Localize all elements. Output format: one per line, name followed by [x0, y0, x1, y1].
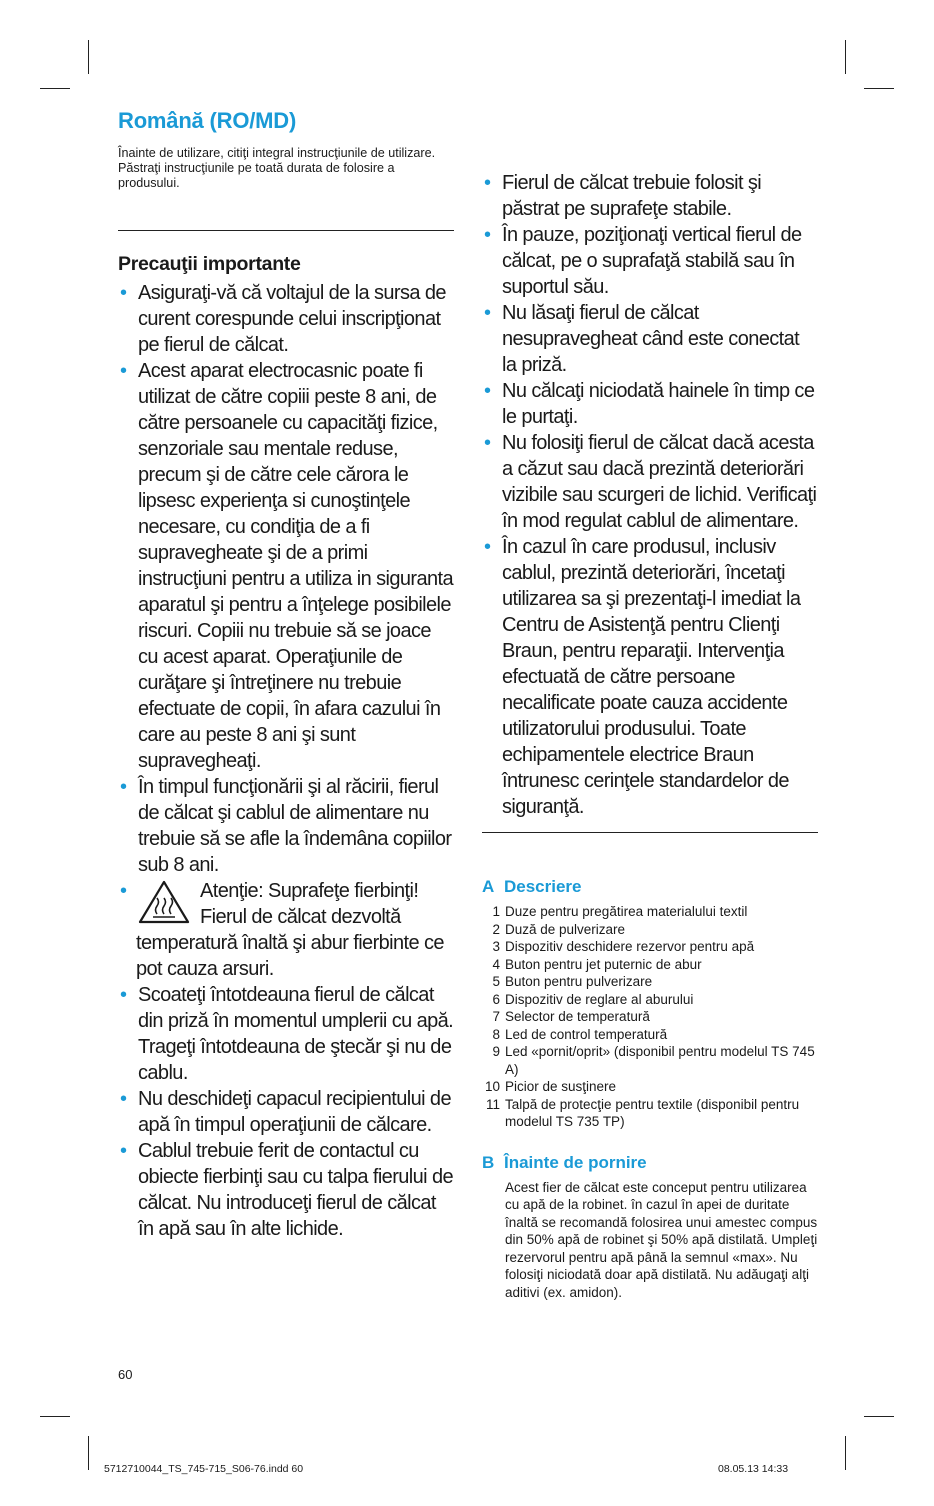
bullet-icon: •: [484, 302, 491, 324]
section-letter: B: [482, 1152, 495, 1172]
list-item: [482, 1026, 818, 1044]
divider: [482, 832, 818, 833]
hot-surface-warning-icon: [138, 880, 190, 924]
section-letter: A: [482, 877, 495, 896]
list-item: [482, 903, 818, 921]
list-item-text: În cazul în care produsul, inclusiv cablul, prezintă deteriorări, încetaţi utilizarea sa şi prezentaţi-l imediat la Centru de Asistenţă pentru Clienţi Braun, pentru reparaţii. Intervenţia efectuată de către persoane necalificate poate cauza accidente utilizatorului produsului. Toate echipamentele electrice Braun întrunesc cerinţele standardelor de siguranţă.: [502, 536, 801, 818]
list-item: [482, 534, 818, 820]
list-item: [118, 774, 454, 878]
item-text: Led «pornit/oprit» (disponibil pentru modelul TS 745 A): [505, 1044, 815, 1077]
list-item: [482, 991, 818, 1009]
crop-mark: [88, 40, 89, 74]
list-item: [118, 1086, 454, 1138]
list-item: [118, 982, 454, 1086]
precautions-list-left: [118, 280, 454, 1242]
list-item-text: Nu folosiţi fierul de călcat dacă acesta a căzut sau dacă prezintă deteriorări vizibile sau scurgeri de lichid. Verificaţi în mod regulat cablul de alimentare.: [502, 432, 817, 532]
warning-line: [138, 878, 454, 930]
precautions-list-right: [482, 170, 818, 820]
list-item: [482, 1043, 818, 1078]
item-number: 2: [492, 921, 500, 937]
crop-mark: [864, 88, 894, 89]
item-number: 4: [492, 956, 500, 972]
list-item: [118, 358, 454, 774]
item-text: Duză de pulverizare: [505, 921, 626, 937]
left-column: [118, 108, 454, 1242]
list-item: [482, 956, 818, 974]
item-number: 1: [492, 904, 500, 919]
list-item-text: Nu călcaţi niciodată hainele în timp ce le purtaţi.: [502, 380, 815, 428]
list-item: [482, 1078, 818, 1096]
list-item: [482, 1008, 818, 1026]
list-item-text: În pauze, poziţionaţi vertical fierul de călcat, pe o suprafaţă stabilă sau în suportul său.: [502, 224, 802, 298]
bullet-icon: •: [120, 1140, 127, 1162]
language-code: (RO/MD): [203, 108, 297, 133]
list-item: [482, 921, 818, 939]
right-column: [482, 170, 818, 1301]
item-text: Buton pentru jet puternic de abur: [505, 956, 702, 972]
list-item: [482, 222, 818, 300]
bullet-icon: •: [120, 984, 127, 1006]
crop-mark: [88, 1436, 89, 1470]
bullet-icon: •: [120, 880, 127, 902]
bullet-icon: •: [484, 380, 491, 402]
intro-text: Înainte de utilizare, citiţi integral instrucţiunile de utilizare. Păstraţi instrucţiunile pe toată durata de folosire a produsului.: [118, 146, 436, 190]
description-list: [482, 903, 818, 1131]
list-item-text: Scoateţi întotdeauna fierul de călcat din priză în momentul umplerii cu apă. Trageţi întotdeauna de ştecăr şi nu de cablu.: [138, 984, 454, 1084]
bullet-icon: •: [120, 776, 127, 798]
item-text: Dispozitiv deschidere rezervor pentru apă: [505, 939, 755, 954]
divider: [118, 230, 454, 231]
item-text: Dispozitiv de reglare al aburului: [505, 991, 694, 1007]
bullet-icon: •: [484, 224, 491, 246]
item-number: 6: [492, 991, 500, 1007]
list-item-text: Acest aparat electrocasnic poate fi utilizat de către copiii peste 8 ani, de către persoanele cu capacităţi fizice, senzoriale sau mentale reduse, precum şi de către cele cărora le lipsesc experienţa si cunoştinţele necesare, cu condiţia de a fi supravegheate şi de a primi instrucţiuni pentru a utiliza in siguranta aparatul şi pentru a înţelege posibilele riscuri. Copiii nu trebuie să se joace cu acest aparat. Operaţiunile de curăţare şi întreţinere nu trebuie efectuate de copii, în afara cazului în care au peste 8 ani şi sunt supravegheaţi.: [138, 360, 453, 772]
section-a-heading: [482, 877, 818, 897]
item-number: 3: [492, 939, 500, 954]
language-name: Română: [118, 108, 204, 133]
warning-text-first: Atenţie: Suprafeţe fierbinţi! Fierul de călcat dezvoltă: [200, 880, 419, 928]
item-number: 10: [484, 1079, 500, 1094]
item-text: Buton pentru pulverizare: [505, 974, 653, 989]
list-item-text: În timpul funcţionării şi al răcirii, fierul de călcat şi cablul de alimentare nu trebuie să se afle la îndemâna copiilor sub 8 ani.: [138, 776, 452, 876]
footer-file-info: 5712710044_TS_745-715_S06-76.indd 60: [104, 1463, 304, 1475]
item-text: Led de control temperatură: [505, 1026, 668, 1042]
list-item: [482, 170, 818, 222]
item-number: 11: [485, 1096, 500, 1112]
warning-text-rest: temperatură înaltă şi abur fierbinte ce pot cauza arsuri.: [136, 932, 444, 980]
page-number: 60: [118, 1367, 133, 1382]
item-number: 9: [492, 1044, 500, 1059]
item-text: Talpă de protecţie pentru textile (disponibil pentru modelul TS 735 TP): [505, 1096, 800, 1129]
item-text: Duze pentru pregătirea materialului textil: [505, 904, 748, 919]
item-text: Picior de susţinere: [505, 1079, 617, 1094]
list-item: [482, 973, 818, 991]
list-item: [482, 938, 818, 956]
list-item-text: Nu deschideţi capacul recipientului de apă în timpul operaţiunii de călcare.: [138, 1088, 451, 1136]
item-number: 8: [492, 1026, 500, 1042]
bullet-icon: •: [484, 536, 491, 558]
list-item-text: Asiguraţi-vă că voltajul de la sursa de curent corespunde celui inscripţionat pe fierul de călcat.: [138, 282, 446, 356]
list-item: [118, 1138, 454, 1242]
item-number: 5: [492, 974, 500, 989]
crop-mark: [864, 1416, 894, 1417]
bullet-icon: •: [120, 360, 127, 382]
list-item: [482, 1096, 818, 1131]
list-item-text: Cablul trebuie ferit de contactul cu obiecte fierbinţi sau cu talpa fierului de călcat. Nu introduceţi fierul de călcat în apă sau în alte lichide.: [138, 1140, 454, 1240]
crop-mark: [40, 1416, 70, 1417]
precautions-heading: Precauţii importante: [118, 253, 301, 275]
before-start-text: Acest fier de călcat este conceput pentru utilizarea cu apă de la robinet. în cazul în apei de duritate înaltă se recomandă folosirea unui amestec compus din 50% apă de robinet şi 50% apă distilată. Umpleţi rezervorul pentru apă până la semnul «max». Nu folosiţi niciodată doar apă distilată. Nu adăugaţi alţi aditivi (ex. amidon).: [505, 1179, 818, 1300]
section-b-heading: [482, 1153, 818, 1173]
list-item: [482, 378, 818, 430]
list-item: [482, 430, 818, 534]
footer-date-time: 08.05.13 14:33: [718, 1463, 789, 1475]
list-item-text: Fierul de călcat trebuie folosit şi păstrat pe suprafeţe stabile.: [502, 172, 762, 220]
list-item-text: Nu lăsaţi fierul de călcat nesupravegheat când este conectat la priză.: [502, 302, 800, 376]
bullet-icon: •: [484, 172, 491, 194]
item-text: Selector de temperatură: [505, 1009, 650, 1024]
bullet-icon: •: [484, 432, 491, 454]
crop-mark: [40, 88, 70, 89]
page-title: [118, 108, 454, 134]
bullet-icon: •: [120, 282, 127, 304]
crop-mark: [845, 1436, 846, 1470]
list-item: [118, 280, 454, 358]
section-title: Înainte de pornire: [504, 1152, 647, 1172]
crop-mark: [845, 40, 846, 74]
warning-list-item: [118, 878, 454, 982]
item-number: 7: [492, 1009, 500, 1024]
list-item: [482, 300, 818, 378]
section-title: Descriere: [504, 877, 582, 896]
bullet-icon: •: [120, 1088, 127, 1110]
